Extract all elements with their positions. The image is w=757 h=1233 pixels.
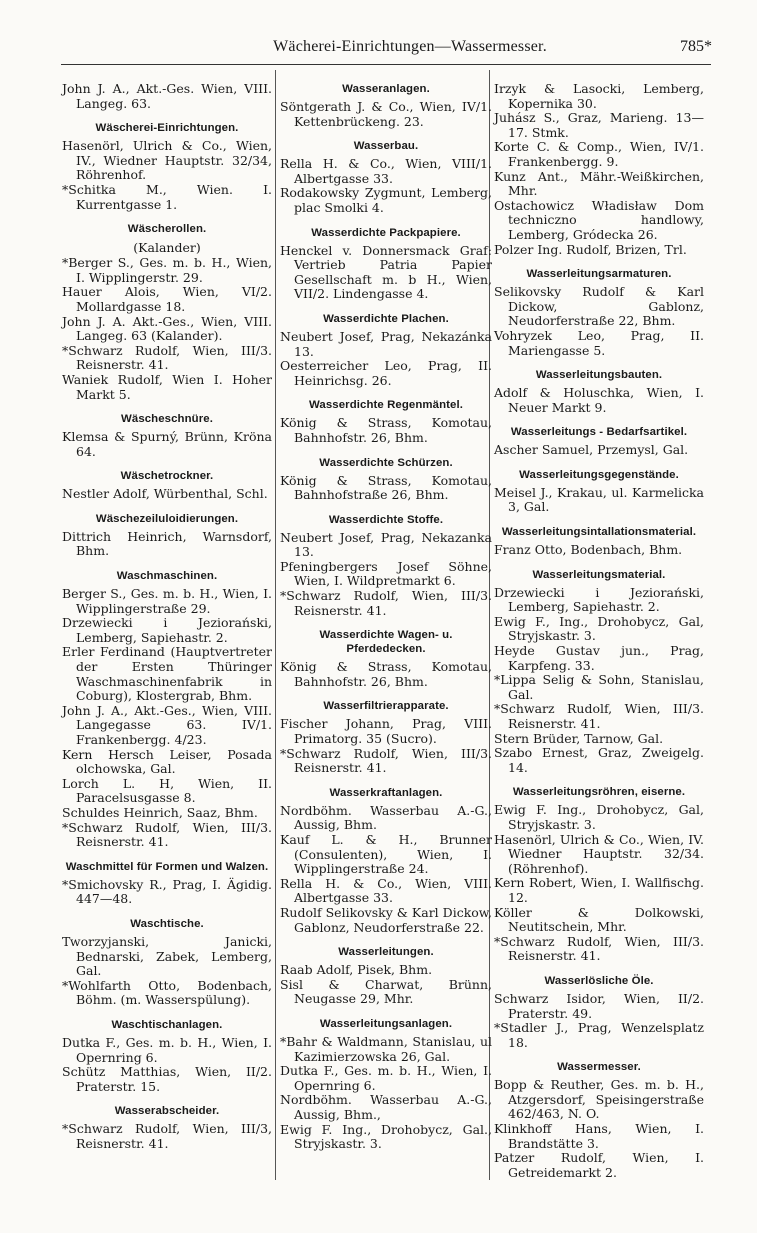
- directory-entry: *Berger S., Ges. m. b. H., Wien, I. Wipplingerstr. 29.: [62, 255, 272, 285]
- section-heading: Wäschezeiluloidierungen.: [95, 512, 239, 525]
- directory-entry: König & Strass, Komotau, Bahnhofstraße 26, Bhm.: [280, 472, 492, 503]
- page-header: [40, 38, 712, 64]
- section-heading: Wasserleitungsintallationsmaterial.: [501, 526, 697, 539]
- directory-entry: Kern Robert, Wien, I. Wallfischg. 12.: [494, 875, 704, 905]
- directory-section: [280, 628, 492, 689]
- directory-entry: *Schwarz Rudolf, Wien, III/3, Reisnerstr. 41.: [62, 1121, 272, 1151]
- directory-entry: Heyde Gustav jun., Prag, Karpfeng. 33.: [494, 643, 704, 673]
- section-heading: Wasserleitungsarmaturen.: [526, 268, 672, 281]
- section-heading: Wasseranlagen.: [342, 83, 430, 95]
- directory-entry: *Schwarz Rudolf, Wien, III/3. Reisnerstr. 41.: [494, 933, 704, 964]
- section-heading: Wasserleitungsanlagen.: [319, 1017, 453, 1030]
- directory-entry: Henckel v. Donnersmack Graf: Vertrieb Patria Papier Gesellschaft m. b H., Wien, VII/2. Lindengasse 4.: [280, 242, 492, 302]
- directory-section: [280, 456, 492, 503]
- directory-entry: Ascher Samuel, Przemysl, Gal.: [494, 442, 689, 458]
- running-title: Wächerei-Einrichtungen—Wassermesser.: [273, 38, 547, 55]
- directory-entry: Meisel J., Krakau, ul. Karmelicka 3, Gal.: [494, 484, 704, 515]
- directory-section: [494, 468, 704, 515]
- directory-section: [494, 525, 704, 558]
- directory-entry: Lorch L. H, Wien, II. Paracelsusgasse 8.: [62, 775, 272, 806]
- directory-entry: Stern Brüder, Tarnow, Gal.: [494, 730, 664, 746]
- section-heading: Wasserleitungen.: [338, 946, 434, 959]
- directory-entry: Pfeningbergers Josef Söhne, Wien, I. Wildpretmarkt 6.: [280, 558, 492, 589]
- directory-entry: John J. A., Akt.-Ges. Wien, VIII. Langeg. 63.: [62, 81, 272, 111]
- directory-section: [62, 569, 272, 850]
- directory-entry: Nordböhm. Wasserbau A.-G., Aussig, Bhm.: [280, 802, 492, 833]
- column-2: [280, 82, 492, 1152]
- directory-section: [494, 267, 704, 358]
- page-number: 785*: [680, 38, 712, 55]
- directory-entry: Erler Ferdinand (Hauptvertreter der Ersten Thüringer Waschmaschinenfabrik in Coburg), Klostergrab, Bhm.: [62, 644, 272, 704]
- directory-section: [62, 860, 272, 907]
- directory-section: [494, 368, 704, 415]
- section-heading: Waschmaschinen.: [116, 570, 218, 583]
- column-3: [494, 82, 704, 1180]
- directory-entry: König & Strass, Komotau, Bahnhofstr. 26, Bhm.: [280, 659, 492, 689]
- directory-entry: Franz Otto, Bodenbach, Bhm.: [494, 542, 683, 558]
- directory-entry: Fischer Johann, Prag, VIII. Primatorg. 35 (Sucro).: [280, 716, 492, 747]
- directory-entry: Neubert Josef, Prag, Nekazánka 13.: [280, 328, 492, 359]
- directory-entry: Juhász S., Graz, Marieng. 13—17. Stmk.: [494, 110, 704, 140]
- directory-entry: Klinkhoff Hans, Wien, I. Brandstätte 3.: [494, 1121, 704, 1151]
- directory-section: [280, 945, 492, 1007]
- directory-entry: John J. A. Akt.-Ges., Wien, VIII. Langeg. 63 (Kalander).: [62, 313, 272, 344]
- directory-section: [494, 425, 704, 458]
- directory-section: [62, 412, 272, 459]
- section-heading: Wasserleitungsgegenstände.: [519, 468, 679, 481]
- directory-entry: Dutka F., Ges. m. b. H., Wien, I. Opernring 6.: [62, 1034, 272, 1065]
- directory-entry: *Schwarz Rudolf, Wien, III/3. Reisnerstr. 41.: [494, 701, 704, 731]
- directory-entry: Raab Adolf, Pisek, Bhm.: [280, 962, 433, 978]
- directory-entry: Schuldes Heinrich, Saaz, Bhm.: [62, 804, 258, 820]
- section-heading: Wasserabscheider.: [114, 1105, 220, 1118]
- directory-entry: Ewig F. Ing., Drohobycz, Gal, Stryjskastr. 3.: [494, 802, 704, 832]
- directory-section: [280, 786, 492, 935]
- directory-section: [62, 121, 272, 212]
- directory-section: [62, 512, 272, 559]
- directory-section: [62, 917, 272, 1008]
- directory-section: [494, 82, 704, 257]
- column-1: [62, 82, 272, 1151]
- section-heading: Wasserdichte Schürzen.: [319, 456, 453, 469]
- directory-section: [280, 226, 492, 302]
- directory-entry: Oesterreicher Leo, Prag, II. Heinrichsg. 26.: [280, 358, 492, 388]
- directory-section: [494, 1060, 704, 1180]
- directory-section: [62, 1018, 272, 1094]
- directory-entry: *Schwarz Rudolf, Wien, III/3. Reisnerstr. 41.: [62, 819, 272, 850]
- directory-entry: Drzewiecki i Jeziorański, Lemberg, Sapiehastr. 2.: [494, 584, 704, 615]
- directory-entry: Rudolf Selikovsky & Karl Dickow, Gablonz, Neudorferstraße 22.: [280, 904, 492, 935]
- directory-entry: John J. A., Akt.-Ges., Wien, VIII. Langegasse 63. IV/1. Frankenbergg. 4/23.: [62, 702, 272, 747]
- directory-section: [62, 469, 272, 502]
- directory-section: [280, 139, 492, 215]
- directory-entry: Rella H. & Co., Wien, VIII. Albertgasse 33.: [280, 875, 492, 906]
- directory-entry: Köller & Dolkowski, Neutitschein, Mhr.: [494, 904, 704, 935]
- directory-section: [280, 1017, 492, 1152]
- section-heading: Wasserdichte Wagen- u. Pferdedecken.: [319, 629, 453, 656]
- directory-entry: Nestler Adolf, Würbenthal, Schl.: [62, 486, 268, 502]
- column-divider: [275, 70, 276, 1180]
- directory-entry: *Schwarz Rudolf, Wien, III/3. Reisnerstr. 41.: [62, 342, 272, 373]
- directory-entry: Sisl & Charwat, Brünn, Neugasse 29, Mhr.: [280, 976, 492, 1007]
- directory-entry: Bopp & Reuther, Ges. m. b. H., Atzgersdorf, Speisingerstraße 462/463, N. O.: [494, 1077, 704, 1122]
- section-heading: Wäschetrockner.: [120, 470, 214, 483]
- section-heading: Waschtischanlagen.: [111, 1018, 223, 1031]
- directory-entry: Neubert Josef, Prag, Nekazanka 13.: [280, 529, 492, 560]
- directory-section: [280, 398, 492, 445]
- directory-section: [280, 513, 492, 619]
- section-heading: Wasserleitungsmaterial.: [532, 568, 666, 581]
- directory-entry: Hasenörl, Ulrich & Co., Wien, IV., Wiedner Hauptstr. 32/34, Röhrenhof.: [62, 138, 272, 183]
- directory-entry: *Schitka M., Wien. I. Kurrentgasse 1.: [62, 181, 272, 212]
- section-heading: Wasserleitungsröhren, eiserne.: [512, 786, 686, 799]
- directory-section: [494, 974, 704, 1050]
- section-heading: Wasserdichte Packpapiere.: [311, 226, 461, 239]
- section-heading: Wasserkraftanlagen.: [329, 786, 443, 799]
- directory-entry: Kern Hersch Leiser, Posada olchowska, Gal.: [62, 746, 272, 777]
- directory-entry: Schütz Matthias, Wien, II/2. Praterstr. 15.: [62, 1064, 272, 1094]
- section-subheading: (Kalander): [133, 240, 201, 256]
- directory-section: [494, 785, 704, 964]
- directory-entry: Berger S., Ges. m. b. H., Wien, I. Wipplingerstraße 29.: [62, 586, 272, 616]
- directory-section: [62, 82, 272, 111]
- section-heading: Wäscherollen.: [127, 223, 207, 236]
- directory-entry: Klemsa & Spurný, Brünn, Kröna 64.: [62, 429, 272, 459]
- directory-entry: Kauf L. & H., Brunner (Consulenten), Wien, I. Wipplingerstraße 24.: [280, 832, 492, 877]
- directory-entry: Ostachowicz Władisław Dom techniczno handlowy, Lemberg, Gródecka 26.: [494, 197, 704, 242]
- directory-entry: König & Strass, Komotau, Bahnhofstr. 26, Bhm.: [280, 415, 492, 445]
- directory-entry: *Bahr & Waldmann, Stanislau, ul Kazimierzowska 26, Gal.: [280, 1033, 492, 1064]
- section-heading: Wasserdichte Plachen.: [323, 312, 449, 325]
- directory-entry: Drzewiecki i Jeziorański, Lemberg, Sapiehastr. 2.: [62, 615, 272, 645]
- section-heading: Wasserleitungs - Bedarfsartikel.: [510, 426, 688, 439]
- directory-entry: Rodakowsky Zygmunt, Lemberg, plac Smolki 4.: [280, 185, 492, 215]
- section-heading: Wasserlösliche Öle.: [544, 974, 654, 987]
- directory-entry: Hasenörl, Ulrich & Co., Wien, IV. Wiedner Hauptstr. 32/34. (Röhrenhof).: [494, 831, 704, 876]
- section-heading: Wasserdichte Regenmäntel.: [309, 399, 463, 412]
- directory-entry: Korte C. & Comp., Wien, IV/1. Frankenbergg. 9.: [494, 139, 704, 169]
- directory-entry: Tworzyjanski, Janicki, Bednarski, Zabek, Lemberg, Gal.: [62, 933, 272, 979]
- section-heading: Wassermesser.: [557, 1061, 641, 1074]
- directory-entry: Waniek Rudolf, Wien I. Hoher Markt 5.: [62, 371, 272, 402]
- directory-entry: Selikovsky Rudolf & Karl Dickow, Gablonz, Neudorferstraße 22, Bhm.: [494, 284, 704, 329]
- directory-section: [280, 82, 492, 129]
- directory-entry: *Smichovsky R., Prag, I. Ägidig. 447—48.: [62, 876, 272, 907]
- directory-entry: Adolf & Holuschka, Wien, I. Neuer Markt 9.: [494, 385, 704, 415]
- directory-entry: Nordböhm. Wasserbau A.-G., Aussig, Bhm.,: [280, 1092, 492, 1122]
- directory-entry: Hauer Alois, Wien, VI/2. Mollardgasse 18.: [62, 284, 272, 314]
- directory-entry: Dutka F., Ges. m. b. H., Wien, I. Opernring 6.: [280, 1063, 492, 1093]
- directory-entry: *Wohlfarth Otto, Bodenbach, Böhm. (m. Wasserspülung).: [62, 977, 272, 1008]
- directory-section: [280, 699, 492, 775]
- section-heading: Wasserleitungsbauten.: [535, 369, 663, 382]
- section-heading: Wäscherei-Einrichtungen.: [95, 122, 239, 135]
- directory-section: [62, 1104, 272, 1151]
- section-heading: Wäscheschnüre.: [121, 413, 213, 426]
- directory-entry: Schwarz Isidor, Wien, II/2. Praterstr. 49.: [494, 990, 704, 1021]
- directory-entry: Ewig F., Ing., Drohobycz, Gal, Stryjskastr. 3.: [494, 613, 704, 644]
- directory-entry: Dittrich Heinrich, Warnsdorf, Bhm.: [62, 528, 272, 559]
- directory-entry: Söntgerath J. & Co., Wien, IV/1. Kettenbrückeng. 23.: [280, 99, 492, 129]
- directory-entry: Rella H. & Co., Wien, VIII/1. Albertgasse 33.: [280, 156, 492, 186]
- directory-entry: Ewig F. Ing., Drohobycz, Gal., Stryjskastr. 3.: [280, 1121, 492, 1152]
- section-heading: Waschmittel für Formen und Walzen.: [65, 860, 269, 873]
- directory-entry: *Stadler J., Prag, Wenzelsplatz 18.: [494, 1020, 704, 1050]
- directory-entry: *Schwarz Rudolf, Wien, III/3. Reisnerstr. 41.: [280, 745, 492, 776]
- directory-section: [280, 312, 492, 388]
- directory-entry: Szabo Ernest, Graz, Zweigelg. 14.: [494, 745, 704, 775]
- directory-entry: Polzer Ing. Rudolf, Brizen, Trl.: [494, 241, 687, 257]
- header-rule: [61, 64, 711, 65]
- directory-entry: Kunz Ant., Mähr.-Weißkirchen, Mhr.: [494, 168, 704, 199]
- directory-section: [494, 568, 704, 776]
- section-heading: Wasserfiltrierapparate.: [323, 700, 449, 713]
- section-heading: Waschtische.: [130, 917, 204, 930]
- directory-entry: Vohryzek Leo, Prag, II. Mariengasse 5.: [494, 327, 704, 358]
- directory-entry: *Schwarz Rudolf, Wien, III/3. Reisnerstr. 41.: [280, 588, 492, 618]
- directory-entry: Patzer Rudolf, Wien, I. Getreidemarkt 2.: [494, 1150, 704, 1180]
- section-heading: Wasserbau.: [353, 140, 419, 153]
- section-heading: Wasserdichte Stoffe.: [328, 513, 444, 526]
- directory-section: [62, 222, 272, 402]
- directory-entry: *Lippa Selig & Sohn, Stanislau, Gal.: [494, 672, 704, 702]
- directory-entry: Irzyk & Lasocki, Lemberg, Kopernika 30.: [494, 81, 704, 111]
